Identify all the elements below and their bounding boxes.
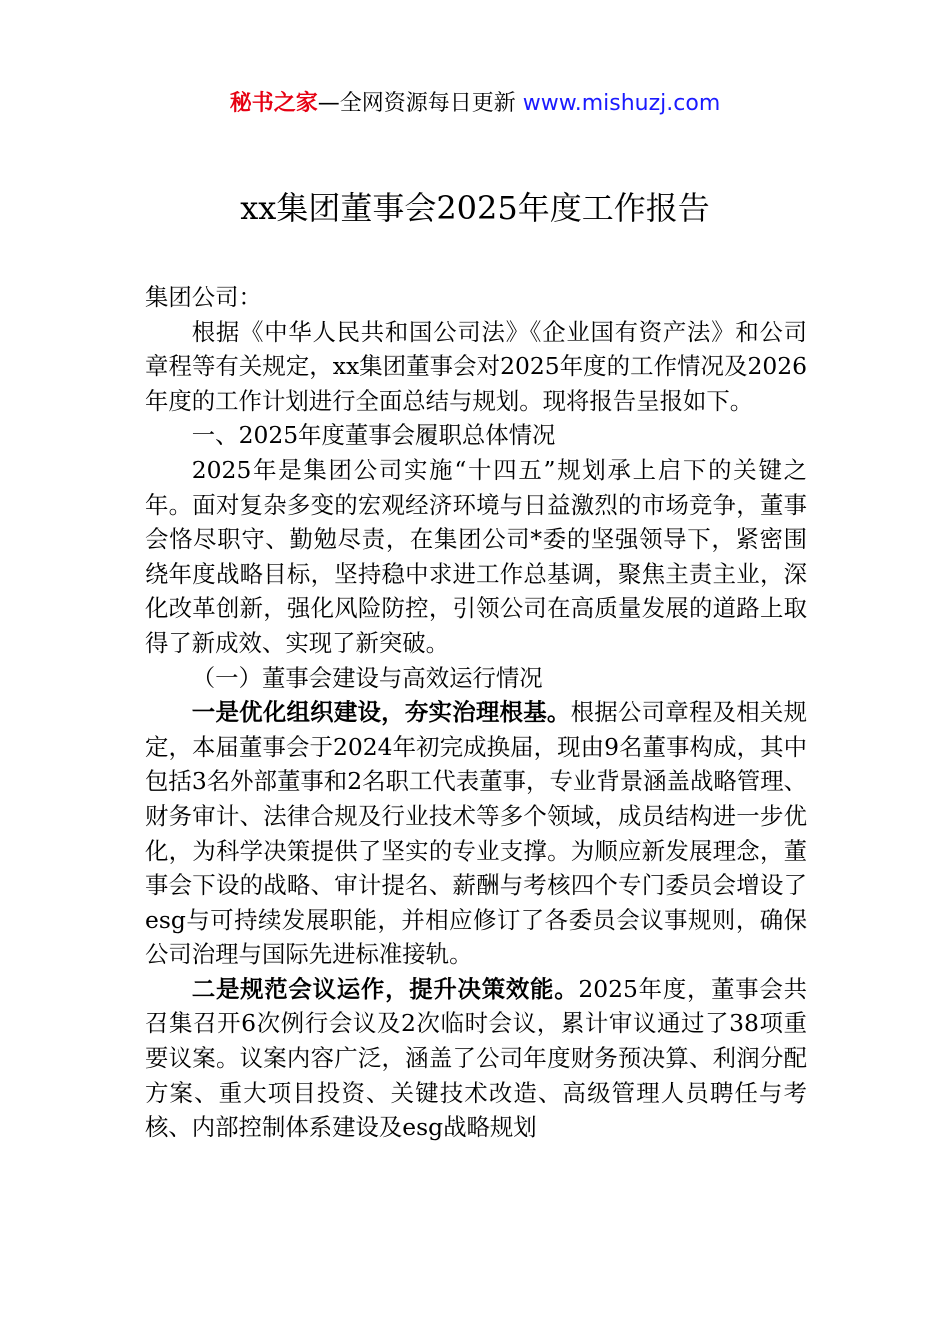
point-lead-1: 一是优化组织建设，夯实治理根基。	[191, 698, 571, 727]
section-paragraph: 2025年是集团公司实施“十四五”规划承上启下的关键之年。面对复杂多变的宏观经济环境与日益激烈的市场竞争，董事会恪尽职守、勤勉尽责，在集团公司*委的坚强领导下，紧密围绕年度战略目标，坚持稳中求进工作总基调，聚焦主责主业，深化改革创新，强化风险防控，引领公司在高质量发展的道路上取得了新成效、实现了新突破。	[145, 455, 807, 657]
site-name: 秘书之家	[229, 91, 318, 116]
salutation: 集团公司：	[145, 283, 262, 311]
section-heading: 一、2025年度董事会履职总体情况	[191, 421, 556, 450]
subsection-heading: （一）董事会建设与高效运行情况	[191, 663, 543, 692]
point-lead-2: 二是规范会议运作，提升决策效能。	[191, 974, 579, 1003]
point-body-2: 2025年度，董事会共召集召开6次例行会议及2次临时会议，累计审议通过了38项重要议案。议案内容广泛，涵盖了公司年度财务预决算、利润分配方案、重大项目投资、关键技术改造、高级管理人员聘任与考核、内部控制体系建设及esg战略规划	[145, 974, 808, 1142]
site-slogan: —全网资源每日更新	[317, 91, 516, 116]
point-paragraph-2	[145, 972, 807, 1145]
point-body-1: 根据公司章程及相关规定，本届董事会于2024年初完成换届，现由9名董事构成，其中包括3名外部董事和2名职工代表董事，专业背景涵盖战略管理、财务审计、法律合规及行业技术等多个领域，成员结构进一步优化，为科学决策提供了坚实的专业支撑。为顺应新发展理念，董事会下设的战略、审计提名、薪酬与考核四个专门委员会增设了esg与可持续发展职能，并相应修订了各委员会议事规则，确保公司治理与国际先进标准接轨。	[145, 698, 808, 969]
point-paragraph-1	[145, 695, 807, 972]
document-body	[145, 280, 807, 1145]
intro-paragraph: 根据《中华人民共和国公司法》《企业国有资产法》和公司章程等有关规定，xx集团董事会对2025年度的工作情况及2026年度的工作计划进行全面总结与规划。现将报告呈报如下。	[145, 317, 807, 415]
document-title: xx集团董事会2025年度工作报告	[240, 189, 710, 227]
site-url-link[interactable]: www.mishuzj.com	[522, 91, 721, 116]
site-header	[0, 88, 950, 120]
